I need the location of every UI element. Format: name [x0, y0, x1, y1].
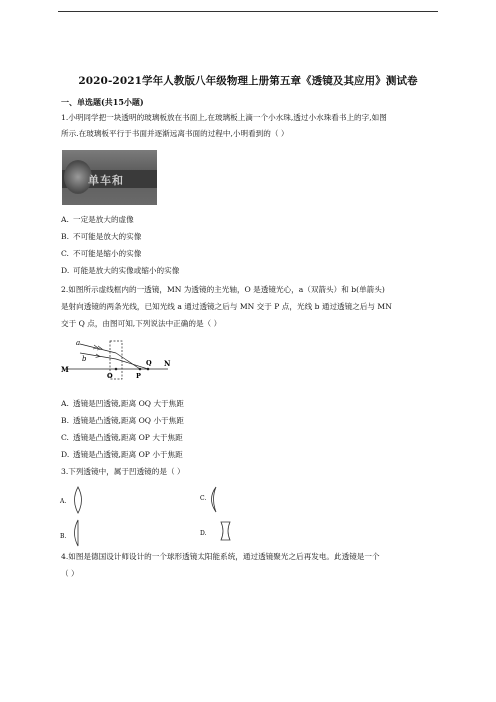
q2-option-b[interactable]: B. 透镜是凸透镜,距离 OQ 小于焦距 — [61, 416, 184, 425]
question-2-line-1: 2.如图所示虚线框内的一透镜，MN 为透镜的主光轴，O 是透镜光心，a（双箭头）和 b(单箭头) — [61, 285, 385, 294]
label-a: a — [76, 339, 81, 347]
lens-d-biconcave-icon[interactable] — [221, 522, 230, 540]
page-title: 2020-2021学年人教版八年级物理上册第五章《透镜及其应用》测试卷 — [78, 75, 418, 87]
label-p: P — [136, 372, 141, 380]
lens-b-label: B. — [60, 533, 67, 540]
q1-option-d[interactable]: D. 可能是放大的实像或缩小的实像 — [61, 266, 180, 275]
ray-b-refracted — [116, 359, 148, 369]
lens-a-label: A. — [60, 498, 67, 505]
q2-option-c[interactable]: C. 透镜是凸透镜,距离 OP 大于焦距 — [61, 433, 183, 442]
point-p — [139, 368, 142, 371]
q1-option-b[interactable]: B. 不可能是放大的实像 — [61, 232, 142, 241]
water-drop-photo — [62, 150, 157, 205]
question-3-text: 3.下列透镜中，属于凹透镜的是（ ） — [61, 467, 185, 476]
q1-option-c[interactable]: C. 不可能是缩小的实像 — [61, 249, 142, 258]
q2-option-a[interactable]: A. 透镜是凹透镜,距离 OQ 大于焦距 — [61, 399, 184, 408]
lens-choices — [58, 482, 248, 548]
question-2-line-2: 是射向透镜的两条光线，已知光线 a 通过透镜之后与 MN 交于 P 点，光线 b 通过透镜之后与 MN — [61, 302, 392, 311]
label-o: O — [107, 372, 113, 380]
question-2-line-3: 交于 Q 点，由图可知,下列说法中正确的是（ ） — [61, 319, 222, 328]
lens-ray-diagram — [60, 333, 175, 383]
label-m: M — [61, 365, 69, 374]
question-4-line-2: （ ） — [61, 569, 79, 578]
question-1-line-2: 所示.在玻璃板平行于书面并逐渐远离书面的过程中,小明看到的（ ） — [61, 129, 289, 138]
question-4-line-1: 4.如图是德国设计师设计的一个球形透镜太阳能系统，通过透镜聚光之后再发电。此透镜是一个 — [61, 552, 380, 561]
point-q — [147, 368, 150, 371]
lens-d-label: D. — [200, 530, 207, 537]
question-1-line-1: 1.小明同学把一块透明的玻璃板放在书面上,在玻璃板上滴一个小水珠,透过小水珠看书上的字,如图 — [61, 113, 387, 122]
lens-b-planoconvex-icon[interactable] — [75, 520, 79, 546]
label-b: b — [82, 355, 87, 363]
ray-a-refracted — [116, 353, 140, 369]
label-q: Q — [146, 359, 152, 367]
header-rule — [58, 11, 438, 12]
photo-text: 单车和 — [88, 174, 124, 187]
ray-a-incident — [80, 344, 116, 353]
ray-a-arrow-1 — [93, 345, 98, 349]
point-o — [115, 368, 118, 371]
q1-option-a[interactable]: A. 一定是放大的虚像 — [61, 215, 134, 224]
lens-c-meniscus-icon[interactable] — [212, 487, 217, 512]
q2-option-d[interactable]: D. 透镜是凸透镜,距离 OP 小于焦距 — [61, 450, 183, 459]
section-heading: 一、单选题(共15小题) — [61, 97, 144, 107]
lens-a-biconvex-icon[interactable] — [75, 487, 82, 513]
lens-c-label: C. — [200, 495, 207, 502]
label-n: N — [164, 359, 171, 368]
